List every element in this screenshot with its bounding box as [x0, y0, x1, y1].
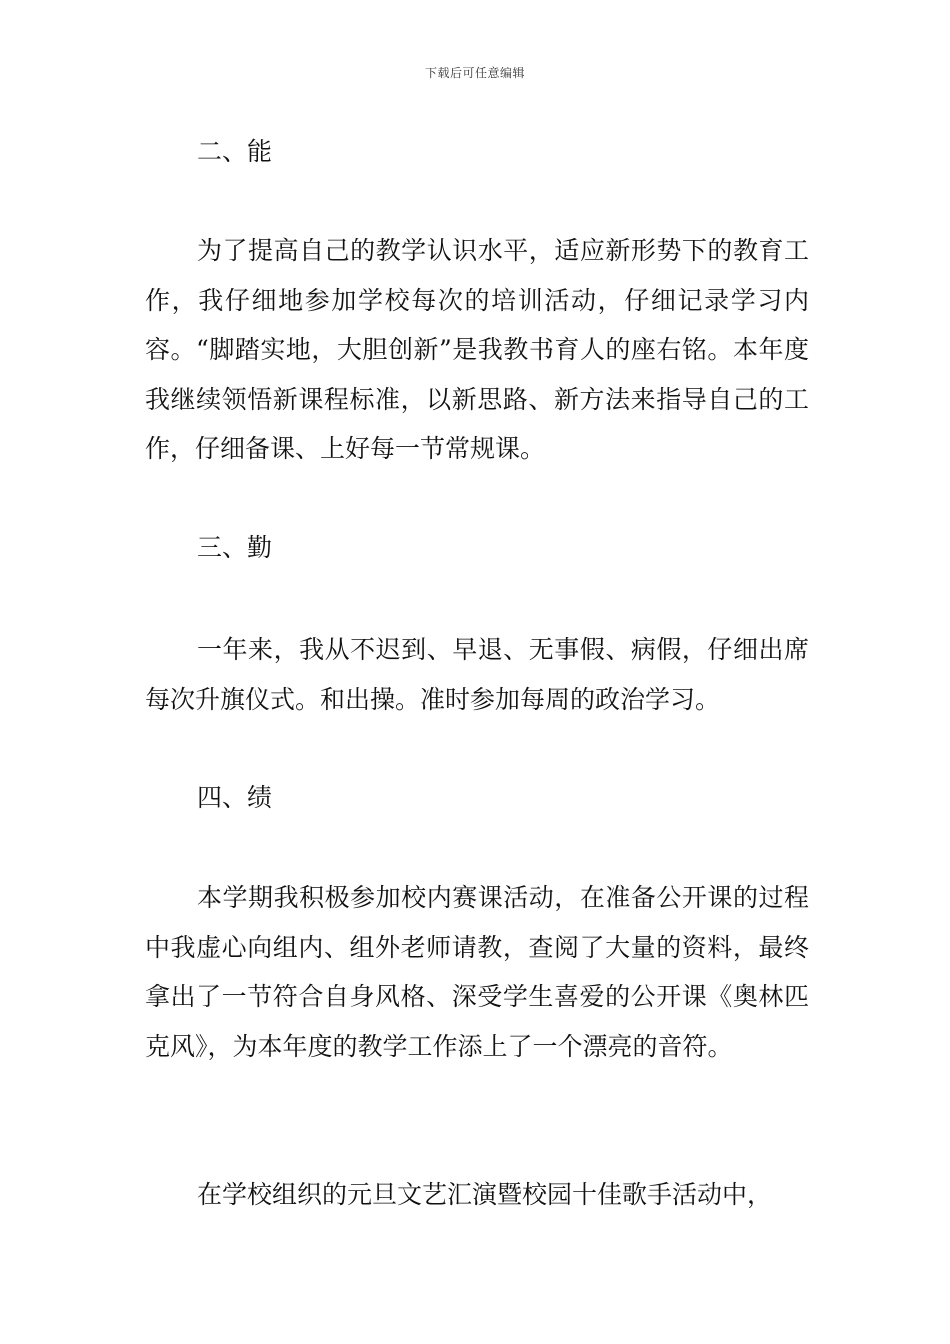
- section-heading-qin: 三、勤: [197, 533, 273, 562]
- section-heading-ji: 四、绩: [197, 783, 273, 812]
- section-paragraph-ji: 本学期我积极参加校内赛课活动，在准备公开课的过程中我虚心向组内、组外老师请教，查阅了大量的资料，最终拿出了一节符合自身风格、深受学生喜爱的公开课《奥林匹克风》，为本年度的教学工作添上了一个漂亮的音符。: [145, 883, 809, 1061]
- page-header-note: 下载后可任意编辑: [424, 66, 525, 80]
- section-paragraph-qin: 一年来，我从不迟到、早退、无事假、病假，仔细出席每次升旗仪式。和出操。准时参加每周的政治学习。: [145, 635, 809, 714]
- section-paragraph-neng: 为了提高自己的教学认识水平，适应新形势下的教育工作，我仔细地参加学校每次的培训活动，仔细记录学习内容。“脚踏实地，大胆创新”是我教书育人的座右铭。本年度我继续领悟新课程标准，以新思路、新方法来指导自己的工作，仔细备课、上好每一节常规课。: [145, 236, 809, 464]
- trailing-paragraph: 在学校组织的元旦文艺汇演暨校园十佳歌手活动中，: [197, 1180, 773, 1209]
- section-heading-neng: 二、能: [197, 137, 273, 166]
